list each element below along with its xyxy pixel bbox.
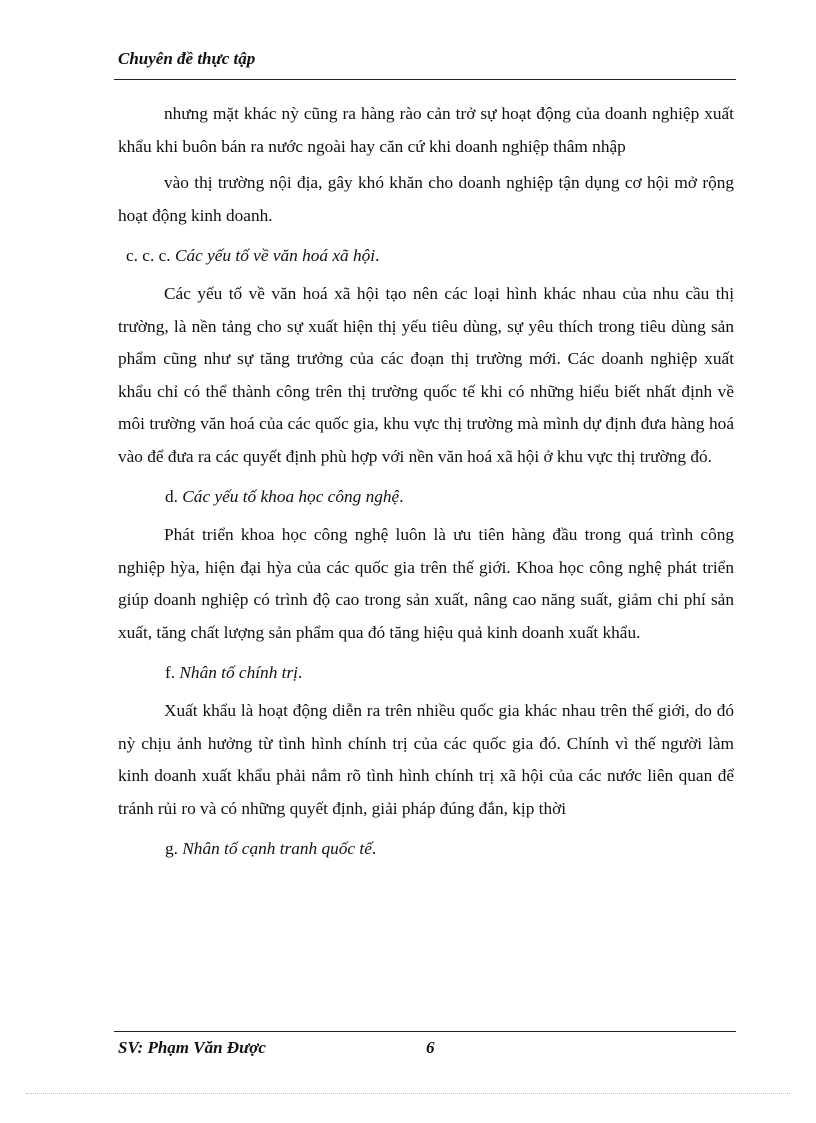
heading-title: Nhân tố chính trị — [179, 663, 298, 682]
heading-marker: g. — [165, 839, 183, 858]
page-header-title: Chuyên đề thực tập — [118, 49, 256, 68]
heading-title: Các yếu tố về văn hoá xã hội — [174, 246, 376, 265]
paragraph: vào thị trường nội địa, gây khó khăn cho doanh nghiệp tận dụng cơ hội mở rộng hoạt động kinh doanh. — [118, 173, 734, 225]
heading-marker: d. — [165, 487, 183, 506]
section-heading-f — [118, 657, 734, 689]
heading-end: . — [371, 839, 377, 858]
heading-marker: c. c. c. — [126, 246, 175, 265]
page-break-line — [26, 1093, 790, 1094]
heading-end: . — [399, 487, 404, 506]
section-heading-d — [118, 481, 734, 513]
paragraph: nhưng mặt khác nỳ cũng ra hàng rào cản trở sự hoạt động của doanh nghiệp xuất khẩu khi buôn bán ra nước ngoài hay căn cứ khi doanh nghiệp thâm nhập — [118, 104, 734, 156]
heading-marker: f. — [165, 663, 180, 682]
heading-end: . — [297, 663, 303, 682]
heading-title: Các yếu tố khoa học công nghệ — [182, 487, 400, 506]
page-number: 6 — [426, 1038, 435, 1057]
paragraph: Xuất khẩu là hoạt động diễn ra trên nhiều quốc gia khác nhau trên thế giới, do đó nỳ chịu ảnh hưởng từ tình hình chính trị của các quốc gia đó. Chính vì thế người làm kinh doanh xuất khẩu phải nắm rõ tình hình chính trị xã hội của các nước liên quan để tránh rủi ro và có những quyết định, giải pháp đúng đắn, kịp thời — [118, 701, 734, 818]
footer-divider — [114, 1031, 736, 1032]
paragraph: Phát triển khoa học công nghệ luôn là ưu tiên hàng đầu trong quá trình công nghiệp hỳa, hiện đại hỳa của các quốc gia trên thế giới. Khoa học công nghệ phát triển giúp doanh nghiệp có trình độ cao trong sản xuất, nâng cao năng suất, giảm chi phí sản xuất, tăng chất lượng sản phẩm qua đó tăng hiệu quả kinh doanh xuất khẩu. — [118, 525, 734, 642]
section-heading-g — [118, 833, 734, 865]
heading-end: . — [375, 246, 380, 265]
header-divider — [114, 79, 736, 80]
document-body — [118, 98, 734, 871]
footer-student-name: SV: Phạm Văn Được — [118, 1038, 266, 1057]
paragraph: Các yếu tố về văn hoá xã hội tạo nên các loại hình khác nhau của nhu cầu thị trường, là nền tảng cho sự xuất hiện thị yếu tiêu dùng, sự yêu thích trong tiêu dùng sản phẩm cũng như sự tăng trưởng của các đoạn thị trường mới. Các doanh nghiệp xuất khẩu chỉ có thể thành công trên thị trường quốc tế khi có những hiểu biết nhất định về môi trường văn hoá của các quốc gia, khu vực thị trường mà mình dự định đưa hàng hoá vào để đưa ra các quyết định phù hợp với nền văn hoá xã hội ở khu vực thị trường đó. — [118, 284, 734, 466]
section-heading-c — [118, 240, 734, 272]
heading-title: Nhân tố cạnh tranh quốc tế — [182, 839, 372, 858]
